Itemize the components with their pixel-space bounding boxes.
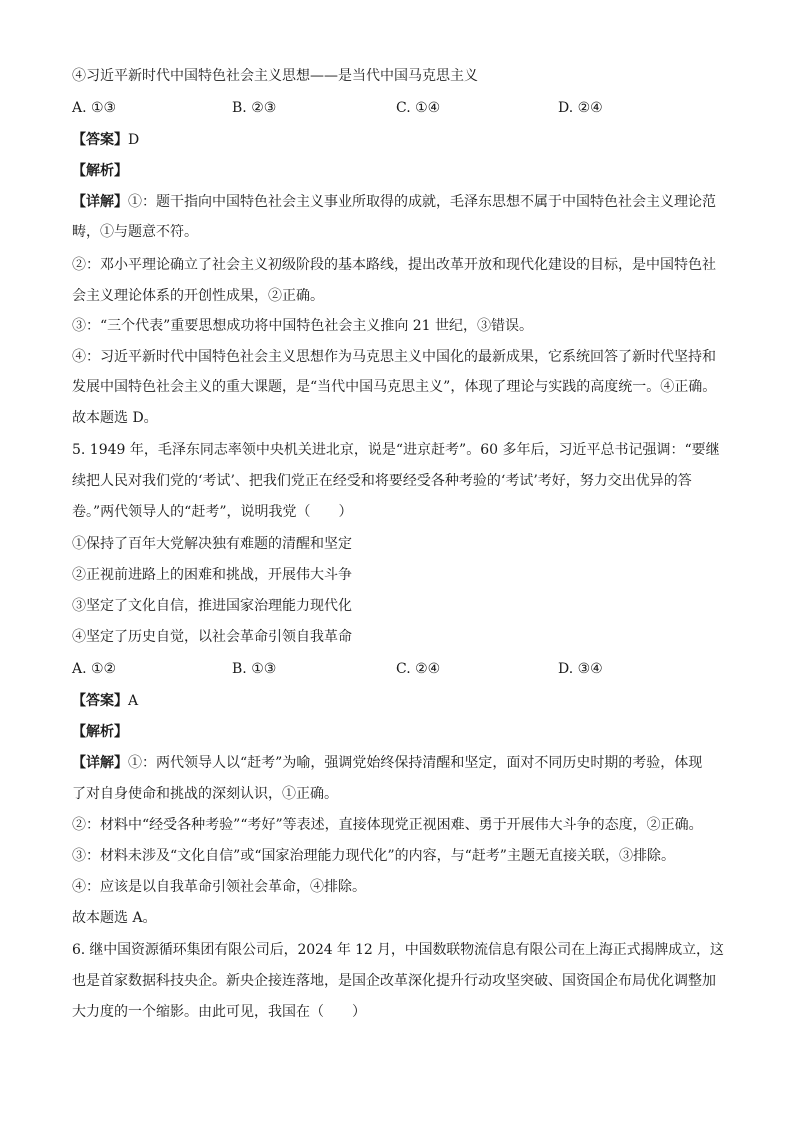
q4-analysis-label: 【解析】 [72, 163, 128, 179]
q4-option-4: ④习近平新时代中国特色社会主义思想——是当代中国马克思主义 [72, 68, 478, 84]
q5-detail-line: ③：材料未涉及“文化自信”或“国家治理能力现代化”的内容，与“赶考”主题无直接关联，③排除。 [72, 848, 675, 864]
q5-stem-line: 续把人民对我们党的‘考试’、把我们党正在经受和将要经受各种考验的‘考试’考好，努力交出优异的答 [72, 473, 692, 489]
answer-value: A [128, 693, 139, 709]
q5-stem-line: 5. 1949 年，毛泽东同志率领中央机关进北京，说是“进京赶考”。60 多年后，习近平总书记强调：“要继 [72, 442, 720, 458]
q4-detail-line: 畴，①与题意不符。 [72, 224, 198, 240]
answer-label: 【答案】 [72, 132, 128, 148]
q5-answer [72, 691, 138, 711]
detail-text: ①：两代领导人以“赶考”为喻，强调党始终保持清醒和坚定，面对不同历史时期的考验，体现 [128, 755, 703, 771]
q5-option-1: ①保持了百年大党解决独有难题的清醒和坚定 [72, 536, 352, 552]
q5-analysis-label: 【解析】 [72, 724, 128, 740]
detail-text: ①：题干指向中国特色社会主义事业所取得的成就，毛泽东思想不属于中国特色社会主义理论范 [128, 194, 716, 210]
q6-stem-line: 大力度的一个缩影。由此可见，我国在（ ） [72, 1004, 366, 1020]
q5-conclusion: 故本题选 A。 [72, 910, 157, 926]
q5-detail-line [72, 753, 702, 773]
q6-stem-line: 也是首家数据科技央企。新央企接连落地，是国企改革深化提升行动攻坚突破、国资国企布局优化调整加 [72, 973, 716, 989]
answer-value: D [128, 132, 140, 148]
q4-detail-line: 发展中国特色社会主义的重大课题，是“当代中国马克思主义”，体现了理论与实践的高度统一。④正确。 [72, 379, 717, 395]
q5-choice-d: D. ③④ [558, 661, 603, 677]
q4-choice-a: A. ①③ [72, 100, 117, 116]
q5-detail-line: 了对自身使命和挑战的深刻认识，①正确。 [72, 786, 338, 802]
q5-option-4: ④坚定了历史自觉，以社会革命引领自我革命 [72, 629, 352, 645]
detail-label: 【详解】 [72, 755, 128, 771]
q4-detail-line [72, 192, 716, 212]
q5-choice-a: A. ①② [72, 661, 117, 677]
q4-choice-d: D. ②④ [558, 100, 603, 116]
q4-detail-line: ②：邓小平理论确立了社会主义初级阶段的基本路线，提出改革开放和现代化建设的目标，是中国特色社 [72, 257, 716, 273]
q5-option-2: ②正视前进路上的困难和挑战，开展伟大斗争 [72, 567, 352, 583]
answer-label: 【答案】 [72, 693, 128, 709]
q4-detail-line: 会主义理论体系的开创性成果，②正确。 [72, 288, 324, 304]
q4-detail-line: ④：习近平新时代中国特色社会主义思想作为马克思主义中国化的最新成果，它系统回答了新时代坚持和 [72, 349, 716, 365]
q4-conclusion: 故本题选 D。 [72, 410, 158, 426]
q5-option-3: ③坚定了文化自信，推进国家治理能力现代化 [72, 598, 352, 614]
q4-detail-line: ③：“三个代表”重要思想成功将中国特色社会主义推向 21 世纪，③错误。 [72, 318, 534, 334]
q4-answer [72, 130, 139, 150]
q4-choice-c: C. ①④ [396, 100, 441, 116]
q5-choice-c: C. ②④ [396, 661, 441, 677]
q5-detail-line: ④：应该是以自我革命引领社会革命，④排除。 [72, 879, 366, 895]
detail-label: 【详解】 [72, 194, 128, 210]
q5-stem-line: 卷。”两代领导人的“赶考”，说明我党（ ） [72, 504, 353, 520]
q5-detail-line: ②：材料中“经受各种考验”“考好”等表述，直接体现党正视困难、勇于开展伟大斗争的态度，②正确。 [72, 817, 703, 833]
q6-stem-line: 6. 继中国资源循环集团有限公司后，2024 年 12 月，中国数联物流信息有限公司在上海正式揭牌成立，这 [72, 942, 724, 958]
q5-choice-b: B. ①③ [232, 661, 277, 677]
q4-choice-b: B. ②③ [232, 100, 277, 116]
